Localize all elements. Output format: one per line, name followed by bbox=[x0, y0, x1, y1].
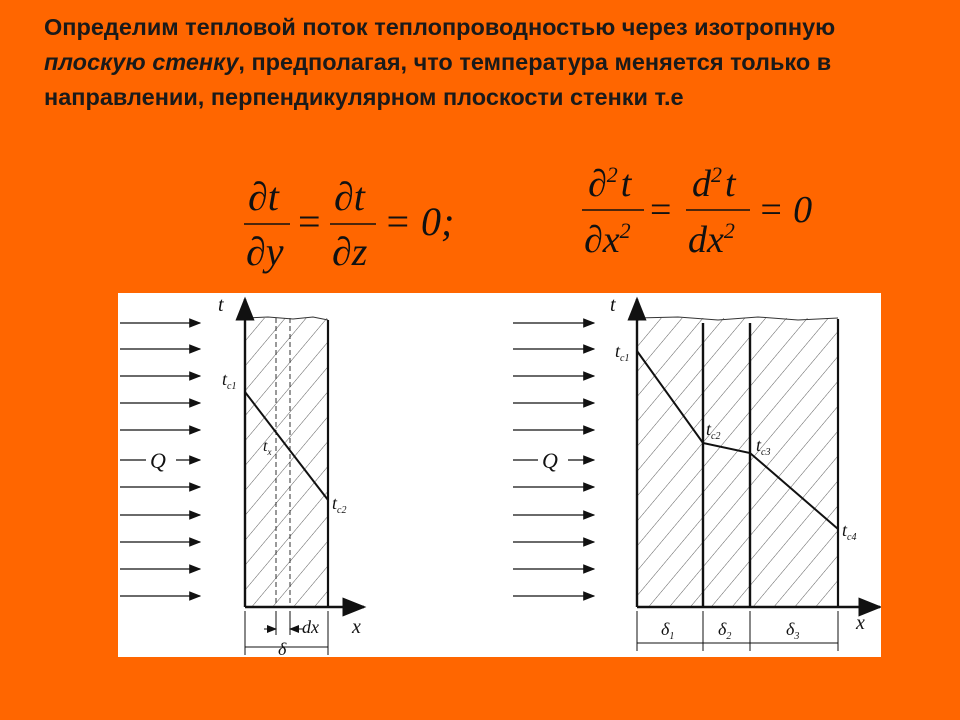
flow-label-q-right: Q bbox=[542, 448, 558, 473]
label-dx: dx bbox=[302, 617, 319, 637]
formula1-num-b: ∂t bbox=[334, 174, 365, 219]
axis-x-label-right: x bbox=[856, 612, 865, 634]
label-delta2: $\delta_2$ bbox=[718, 619, 732, 642]
label-tc2-multi: $t_{c2}$ bbox=[706, 419, 721, 442]
heading-emphasis: плоскую стенку bbox=[44, 49, 239, 75]
axis-t-label-right: t bbox=[610, 294, 616, 316]
formula1-den-a: ∂y bbox=[246, 229, 284, 274]
label-delta-single: δ bbox=[278, 639, 287, 657]
formula2-den-b: $dx^2$ bbox=[688, 218, 735, 261]
label-tc1-single: $t_{c1}$ bbox=[222, 369, 237, 392]
figure-panel bbox=[118, 293, 881, 657]
formula2-eq1: = bbox=[650, 189, 672, 231]
formula-partial-derivatives bbox=[238, 168, 478, 278]
formula2-num-b: $d^2t$ bbox=[692, 162, 736, 205]
formula1-eq2: = 0; bbox=[384, 199, 455, 244]
label-tx-single: $t_x$ bbox=[263, 438, 272, 457]
axis-t-label-left: t bbox=[218, 294, 224, 316]
wall-hatch-left bbox=[245, 318, 328, 607]
heading-part1: Определим тепловой поток теплопроводностью через изотропную bbox=[44, 14, 836, 40]
label-tc3-multi: $t_{c3}$ bbox=[756, 435, 771, 458]
axis-x-label-left: x bbox=[352, 616, 361, 638]
diagram-single-wall bbox=[120, 294, 364, 657]
formula1-num-a: ∂t bbox=[248, 174, 279, 219]
formula1-eq1: = bbox=[298, 199, 321, 244]
formula2-eq2: = 0 bbox=[758, 189, 813, 231]
formula-second-derivative bbox=[578, 156, 828, 266]
diagram-multilayer-wall bbox=[513, 294, 880, 651]
heading-text bbox=[44, 10, 924, 115]
formula1-den-b: ∂z bbox=[332, 229, 368, 274]
label-tc2-single: $t_{c2}$ bbox=[332, 493, 347, 516]
label-tc4-multi: $t_{c4}$ bbox=[842, 520, 857, 543]
label-tc1-multi: $t_{c1}$ bbox=[615, 341, 630, 364]
formula2-den-a: $\partial x^2$ bbox=[584, 218, 631, 261]
wall-hatch-right bbox=[637, 318, 838, 607]
label-delta1: $\delta_1$ bbox=[661, 619, 675, 642]
flow-label-q-left: Q bbox=[150, 448, 166, 473]
heading-part2: , предполагая, что температура меняется только в направлении, перпендикулярном плоскости стенки т.е bbox=[44, 49, 832, 110]
formula2-num-a: ∂$^2$t bbox=[588, 162, 632, 205]
label-delta3: $\delta_3$ bbox=[786, 619, 800, 642]
